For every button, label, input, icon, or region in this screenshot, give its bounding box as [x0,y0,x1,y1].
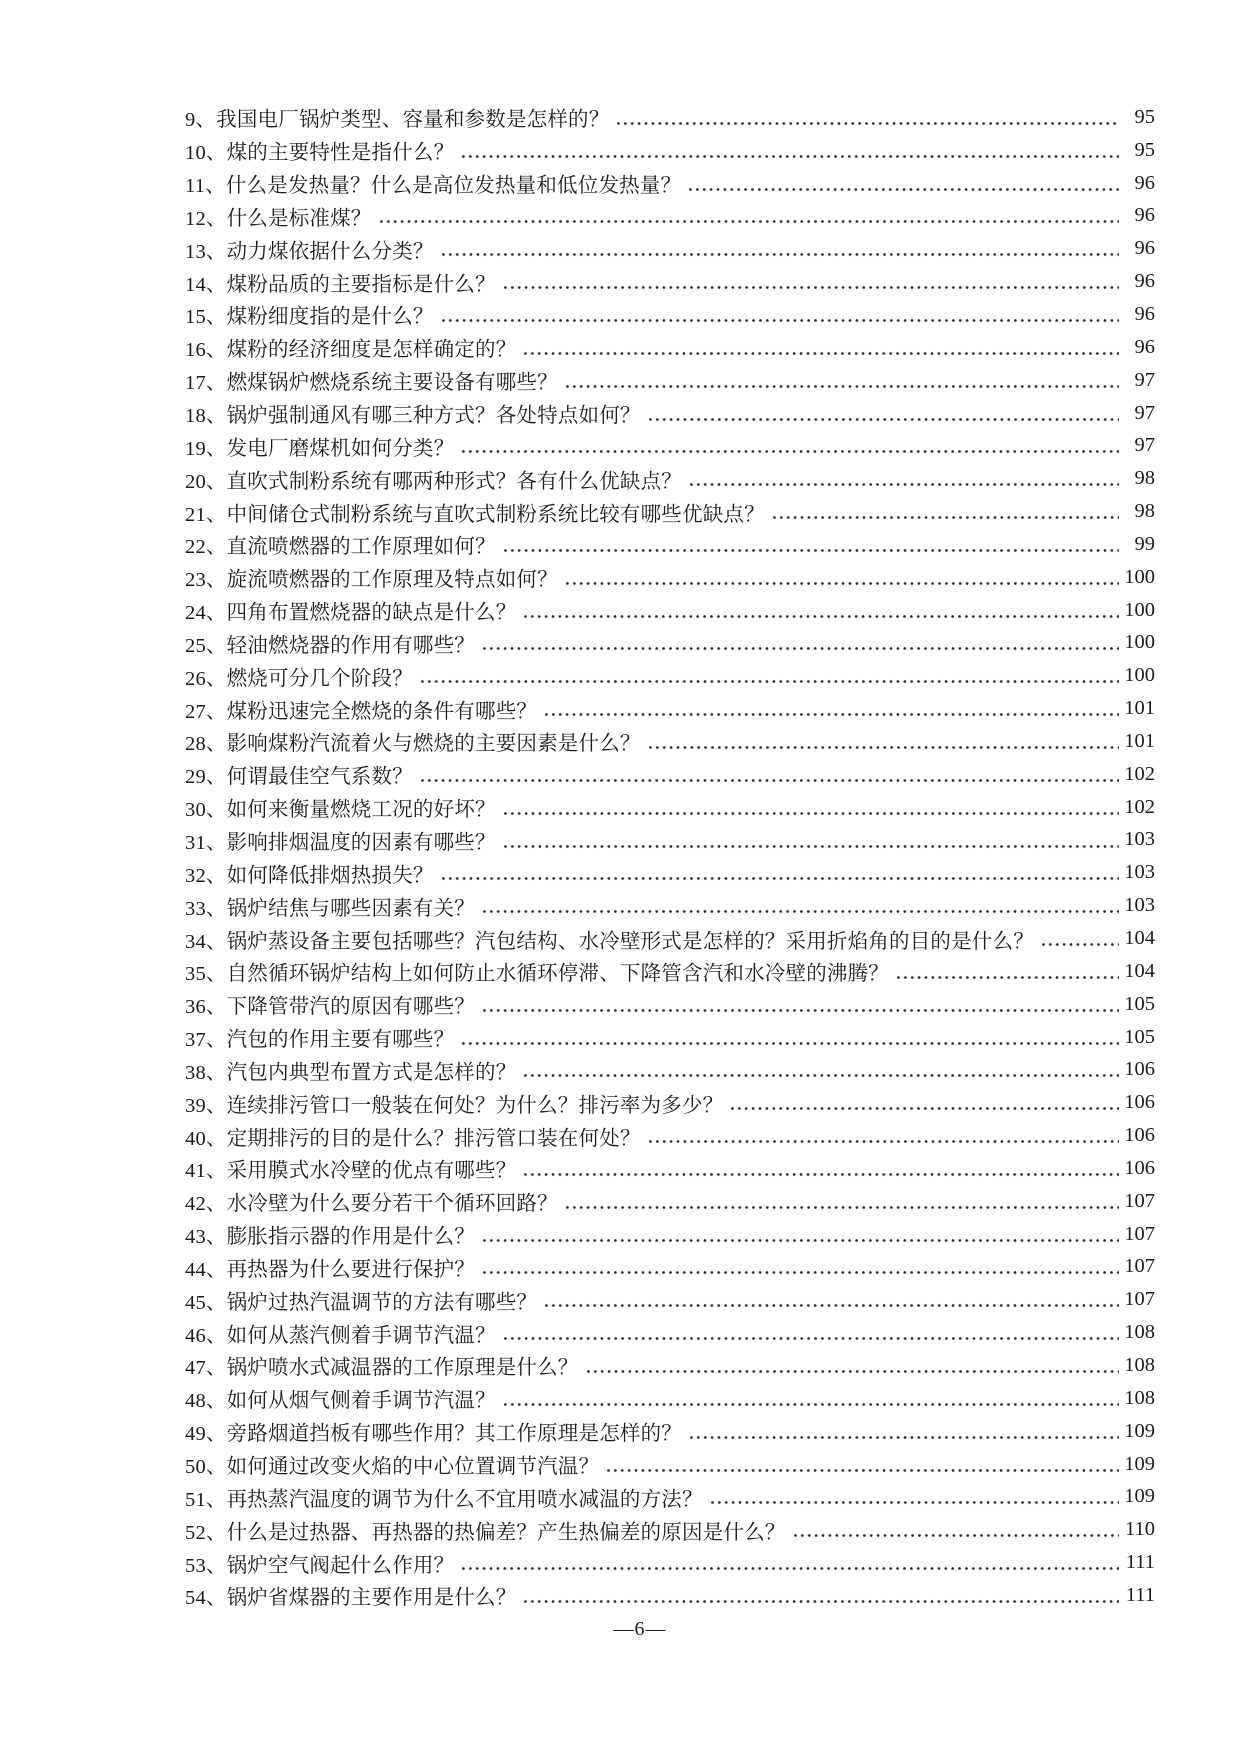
toc-entry-page-number: 103 [1124,861,1155,884]
toc-dot-leader [543,692,1119,725]
toc-entry [185,101,1155,134]
toc-entry-page-number: 101 [1124,729,1155,752]
toc-entry-label: 24、四角布置燃烧器的缺点是什么？ [185,602,517,625]
toc-dot-leader [481,889,1119,922]
toc-entry-label: 48、如何从烟气侧着手调节汽温？ [185,1390,496,1413]
toc-entry-label: 10、煤的主要特性是指什么？ [185,142,455,165]
toc-entry [185,528,1155,561]
toc-entry-page-number: 109 [1124,1452,1155,1475]
toc-dot-leader [522,594,1119,627]
toc-entry-page-number: 95 [1134,105,1155,128]
toc-entry-label: 36、下降管带汽的原因有哪些？ [185,996,475,1019]
toc-entry-page-number: 108 [1124,1386,1155,1409]
toc-entry-page-number: 96 [1134,302,1155,325]
toc-entry-label: 32、如何降低排烟热损失？ [185,864,434,887]
toc-entry-label: 51、再热蒸汽温度的调节为什么不宜用喷水减温的方法？ [185,1488,703,1511]
toc-dot-leader [522,1579,1119,1612]
toc-dot-leader [615,101,1119,134]
toc-entry-page-number: 103 [1124,894,1155,917]
toc-entry [185,1086,1155,1119]
toc-entry-page-number: 111 [1125,1583,1155,1606]
toc-entry-page-number: 96 [1134,204,1155,227]
toc-dot-leader [729,1086,1119,1119]
toc-dot-leader [502,265,1119,298]
toc-entry-label: 17、燃煤锅炉燃烧系统主要设备有哪些？ [185,372,558,395]
toc-entry-page-number: 99 [1134,532,1155,555]
toc-entry-page-number: 96 [1134,171,1155,194]
toc-entry [185,594,1155,627]
toc-entry-label: 21、中间储仓式制粉系统与直吹式制粉系统比较有哪些优缺点？ [185,503,765,526]
toc-entry [185,692,1155,725]
toc-entry [185,922,1155,955]
toc-entry-label: 39、连续排污管口一般装在何处？为什么？排污率为多少？ [185,1094,724,1117]
toc-entry-label: 14、煤粉品质的主要指标是什么？ [185,273,496,296]
toc-entry [185,1579,1155,1612]
toc-entry-page-number: 97 [1134,401,1155,424]
toc-entry-label: 46、如何从蒸汽侧着手调节汽温？ [185,1324,496,1347]
toc-entry-label: 40、定期排污的目的是什么？排污管口装在何处？ [185,1127,641,1150]
toc-entry-page-number: 96 [1134,270,1155,293]
toc-entry-page-number: 105 [1124,1025,1155,1048]
toc-entry [185,1382,1155,1415]
toc-dot-leader [605,1448,1119,1481]
toc-entry-page-number: 108 [1124,1353,1155,1376]
toc-entry-label: 13、动力煤依据什么分类？ [185,240,434,263]
toc-entry [185,1021,1155,1054]
toc-dot-leader [564,1185,1119,1218]
toc-dot-leader [585,1349,1120,1382]
toc-entry [185,988,1155,1021]
toc-entry-label: 53、锅炉空气阀起什么作用？ [185,1554,455,1577]
toc-entry [185,265,1155,298]
toc-dot-leader [522,1053,1119,1086]
toc-entry-label: 33、锅炉结焦与哪些因素有关？ [185,897,475,920]
toc-entry [185,955,1155,988]
toc-dot-leader [502,791,1119,824]
toc-dot-leader [440,856,1119,889]
toc-entry [185,1448,1155,1481]
toc-entry [185,856,1155,889]
table-of-contents [185,101,1155,1612]
toc-dot-leader [481,627,1119,660]
toc-dot-leader [419,758,1119,791]
toc-entry-page-number: 100 [1124,565,1155,588]
toc-entry-label: 9、我国电厂锅炉类型、容量和参数是怎样的？ [185,109,610,132]
toc-dot-leader [481,988,1119,1021]
toc-entry [185,495,1155,528]
toc-entry [185,364,1155,397]
toc-dot-leader [440,298,1119,331]
toc-entry-page-number: 106 [1124,1091,1155,1114]
toc-entry-label: 22、直流喷燃器的工作原理如何？ [185,536,496,559]
toc-entry-page-number: 96 [1134,335,1155,358]
toc-entry [185,232,1155,265]
toc-entry-label: 37、汽包的作用主要有哪些？ [185,1029,455,1052]
toc-entry [185,627,1155,660]
toc-dot-leader [564,561,1119,594]
toc-entry-page-number: 108 [1124,1321,1155,1344]
toc-entry [185,1546,1155,1579]
toc-dot-leader [687,167,1119,200]
toc-entry-label: 27、煤粉迅速完全燃烧的条件有哪些？ [185,700,538,723]
toc-entry-page-number: 105 [1124,992,1155,1015]
toc-entry [185,1185,1155,1218]
toc-entry [185,429,1155,462]
toc-entry-label: 43、膨胀指示器的作用是什么？ [185,1226,475,1249]
toc-dot-leader [378,200,1120,233]
toc-dot-leader [502,528,1119,561]
toc-entry [185,167,1155,200]
toc-entry [185,1119,1155,1152]
toc-entry [185,1513,1155,1546]
toc-dot-leader [502,1316,1119,1349]
toc-entry-label: 15、煤粉细度指的是什么？ [185,306,434,329]
toc-entry-label: 26、燃烧可分几个阶段？ [185,667,413,690]
toc-entry-page-number: 109 [1124,1485,1155,1508]
toc-dot-leader [647,397,1119,430]
toc-entry [185,298,1155,331]
toc-entry [185,758,1155,791]
toc-dot-leader [792,1513,1120,1546]
toc-entry-page-number: 109 [1124,1419,1155,1442]
toc-entry [185,725,1155,758]
toc-dot-leader [419,659,1119,692]
toc-entry-page-number: 104 [1124,927,1155,950]
toc-dot-leader [502,824,1119,857]
toc-entry [185,791,1155,824]
toc-dot-leader [460,134,1119,167]
toc-entry-page-number: 102 [1124,795,1155,818]
toc-entry-page-number: 98 [1134,467,1155,490]
toc-entry [185,331,1155,364]
toc-entry-label: 42、水冷壁为什么要分若干个循环回路？ [185,1193,558,1216]
toc-entry-page-number: 111 [1125,1551,1155,1574]
toc-entry-label: 47、锅炉喷水式减温器的工作原理是什么？ [185,1357,579,1380]
toc-entry-page-number: 106 [1124,1058,1155,1081]
toc-entry-page-number: 107 [1124,1288,1155,1311]
toc-entry-page-number: 107 [1124,1189,1155,1212]
toc-dot-leader [564,364,1119,397]
toc-entry-page-number: 100 [1124,598,1155,621]
toc-entry-page-number: 98 [1134,500,1155,523]
toc-entry-label: 45、锅炉过热汽温调节的方法有哪些？ [185,1291,538,1314]
toc-entry-label: 11、什么是发热量？什么是高位发热量和低位发热量？ [185,175,682,198]
toc-entry [185,1152,1155,1185]
toc-entry-label: 35、自然循环锅炉结构上如何防止水循环停滞、下降管含汽和水冷壁的沸腾？ [185,963,889,986]
toc-entry-page-number: 95 [1134,138,1155,161]
toc-dot-leader [895,955,1119,988]
toc-entry-page-number: 100 [1124,631,1155,654]
toc-dot-leader [771,495,1119,528]
toc-entry-label: 41、采用膜式水冷壁的优点有哪些？ [185,1160,517,1183]
toc-entry-label: 30、如何来衡量燃烧工况的好坏？ [185,799,496,822]
toc-entry [185,200,1155,233]
toc-entry-label: 31、影响排烟温度的因素有哪些？ [185,831,496,854]
toc-entry-page-number: 100 [1124,664,1155,687]
toc-entry [185,397,1155,430]
toc-dot-leader [709,1480,1119,1513]
toc-entry-label: 44、再热器为什么要进行保护？ [185,1258,475,1281]
toc-entry-page-number: 101 [1124,697,1155,720]
toc-dot-leader [440,232,1119,265]
toc-entry [185,462,1155,495]
toc-entry-page-number: 110 [1125,1518,1155,1541]
toc-dot-leader [688,462,1119,495]
toc-entry-label: 52、什么是过热器、再热器的热偏差？产生热偏差的原因是什么？ [185,1521,786,1544]
toc-dot-leader [522,1152,1119,1185]
toc-entry [185,561,1155,594]
toc-entry-label: 28、影响煤粉汽流着火与燃烧的主要因素是什么？ [185,733,641,756]
toc-entry-label: 23、旋流喷燃器的工作原理及特点如何？ [185,569,558,592]
toc-entry-page-number: 106 [1124,1124,1155,1147]
toc-entry-page-number: 106 [1124,1156,1155,1179]
toc-entry [185,1316,1155,1349]
toc-entry-page-number: 107 [1124,1222,1155,1245]
toc-entry [185,1251,1155,1284]
toc-entry [185,889,1155,922]
toc-dot-leader [647,1119,1119,1152]
toc-entry [185,1349,1155,1382]
toc-entry-label: 54、锅炉省煤器的主要作用是什么？ [185,1587,517,1610]
toc-entry [185,1415,1155,1448]
toc-dot-leader [460,1546,1119,1579]
toc-entry-label: 19、发电厂磨煤机如何分类？ [185,437,455,460]
toc-dot-leader [460,1021,1119,1054]
toc-entry-label: 49、旁路烟道挡板有哪些作用？其工作原理是怎样的？ [185,1423,682,1446]
toc-entry [185,1218,1155,1251]
toc-entry-page-number: 97 [1134,434,1155,457]
toc-entry-label: 20、直吹式制粉系统有哪两种形式？各有什么优缺点？ [185,470,682,493]
toc-dot-leader [688,1415,1119,1448]
toc-entry-page-number: 103 [1124,828,1155,851]
toc-entry-label: 50、如何通过改变火焰的中心位置调节汽温？ [185,1456,600,1479]
toc-dot-leader [1040,922,1119,955]
toc-dot-leader [502,1382,1119,1415]
toc-entry-label: 25、轻油燃烧器的作用有哪些？ [185,634,475,657]
toc-entry [185,659,1155,692]
toc-entry-label: 38、汽包内典型布置方式是怎样的？ [185,1061,517,1084]
toc-entry [185,1480,1155,1513]
toc-entry [185,1283,1155,1316]
toc-entry-label: 16、煤粉的经济细度是怎样确定的？ [185,339,517,362]
toc-entry-page-number: 96 [1134,237,1155,260]
toc-entry-label: 29、何谓最佳空气系数？ [185,766,413,789]
toc-entry [185,134,1155,167]
toc-entry-label: 12、什么是标准煤？ [185,207,372,230]
toc-entry [185,824,1155,857]
toc-dot-leader [543,1283,1119,1316]
toc-dot-leader [481,1218,1119,1251]
toc-entry-page-number: 104 [1124,959,1155,982]
toc-entry-page-number: 107 [1124,1255,1155,1278]
page-number-footer: —6— [613,1618,667,1640]
toc-dot-leader [522,331,1119,364]
toc-entry-label: 34、锅炉蒸设备主要包括哪些？汽包结构、水冷壁形式是怎样的？采用折焰角的目的是什么？ [185,930,1034,953]
toc-entry-page-number: 102 [1124,762,1155,785]
toc-entry [185,1053,1155,1086]
toc-dot-leader [647,725,1119,758]
toc-dot-leader [460,429,1119,462]
toc-entry-label: 18、锅炉强制通风有哪三种方式？各处特点如何？ [185,405,641,428]
toc-entry-page-number: 97 [1134,368,1155,391]
toc-dot-leader [481,1251,1119,1284]
